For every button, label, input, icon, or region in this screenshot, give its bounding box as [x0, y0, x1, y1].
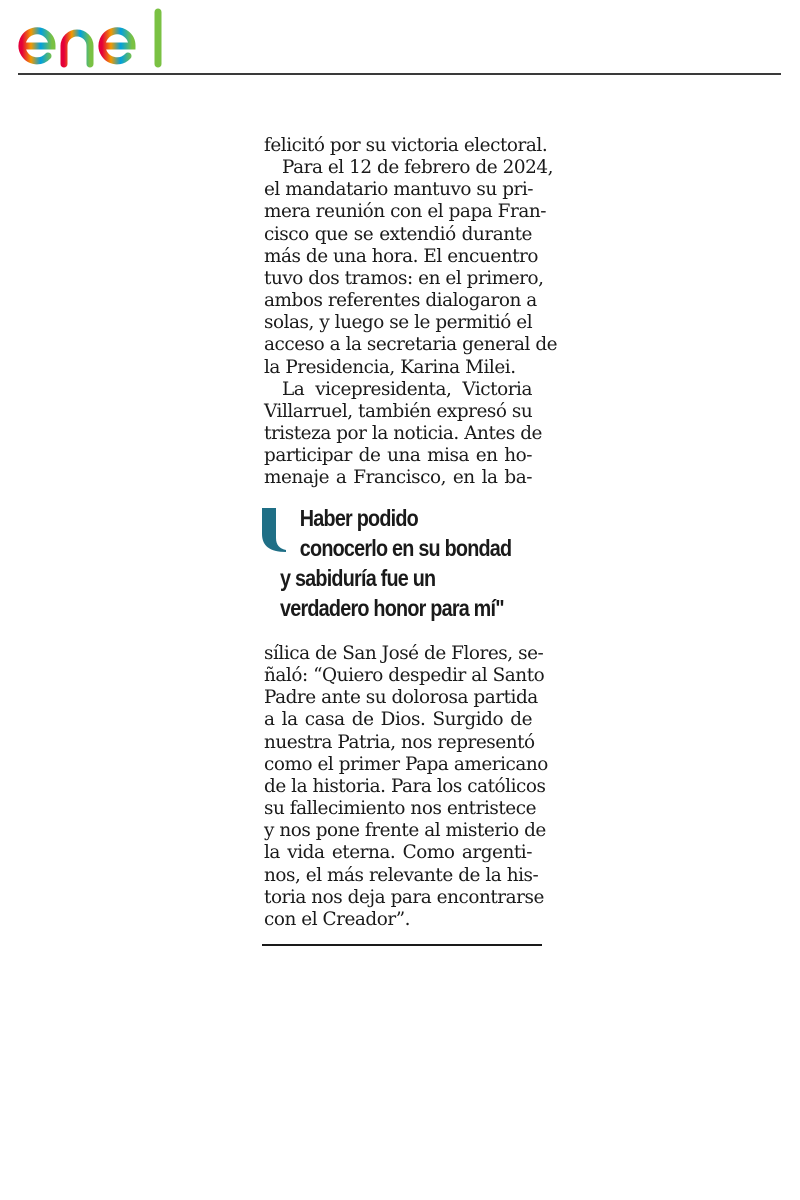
- text-line: solas, y luego se le permitió el: [264, 312, 533, 334]
- text-line: nuestra Patria, nos representó: [264, 731, 535, 753]
- pull-quote-text: [280, 503, 512, 623]
- text-line: felicitó por su victoria electoral.: [264, 135, 548, 156]
- text-line: Padre ante su dolorosa partida: [264, 687, 538, 709]
- quote-line: y sabiduría fue un: [280, 565, 436, 591]
- text-line: ñaló: “Quiero despedir al Santo: [264, 665, 545, 687]
- text-line: y nos pone frente al misterio de: [264, 820, 546, 842]
- text-line: el mandatario mantuvo su pri-: [264, 179, 534, 201]
- article-column-bottom: [264, 643, 548, 931]
- text-line: tristeza por la noticia. Antes de: [264, 423, 542, 445]
- paragraph-3: [264, 378, 542, 490]
- text-line: con el Creador”.: [264, 908, 411, 930]
- text-line: tuvo dos tramos: en el primero,: [264, 267, 544, 289]
- paragraph-1: [264, 135, 548, 157]
- header-divider: [18, 73, 781, 75]
- text-line: cisco que se extendió durante: [264, 223, 532, 245]
- text-line: más de una hora. El encuentro: [264, 245, 539, 267]
- text-line: mera reunión con el papa Fran-: [264, 201, 546, 223]
- quote-line: Haber podido: [299, 505, 418, 531]
- text-line: la Presidencia, Karina Milei.: [264, 356, 516, 378]
- text-line: nos, el más relevante de la his-: [264, 864, 539, 886]
- text-line: La vicepresidenta, Victoria: [282, 378, 532, 400]
- text-line: ambos referentes dialogaron a: [264, 290, 537, 312]
- paragraph-3-continued: [264, 643, 548, 931]
- text-line: la vida eterna. Como argenti-: [264, 842, 532, 864]
- text-line: Para el 12 de febrero de 2024,: [282, 157, 553, 179]
- text-line: toria nos deja para encontrarse: [264, 886, 544, 908]
- article-end-rule: [262, 944, 542, 946]
- text-line: sílica de San José de Flores, se-: [264, 643, 544, 664]
- text-line: menaje a Francisco, en la ba-: [264, 467, 532, 489]
- enel-logo: [18, 8, 170, 68]
- text-line: acceso a la secretaria general de: [264, 334, 558, 356]
- quote-line: verdadero honor para mí": [280, 595, 504, 621]
- article-column-top: [264, 135, 558, 490]
- text-line: su fallecimiento nos entristece: [264, 798, 537, 820]
- pull-quote: [262, 503, 542, 631]
- quote-line: conocerlo en su bondad: [299, 535, 512, 561]
- paragraph-2: [264, 157, 558, 379]
- text-line: a la casa de Dios. Surgido de: [264, 709, 532, 731]
- text-line: Villarruel, también expresó su: [264, 400, 533, 422]
- text-line: de la historia. Para los católicos: [264, 775, 546, 797]
- text-line: como el primer Papa americano: [264, 753, 548, 775]
- text-line: participar de una misa en ho-: [264, 445, 532, 467]
